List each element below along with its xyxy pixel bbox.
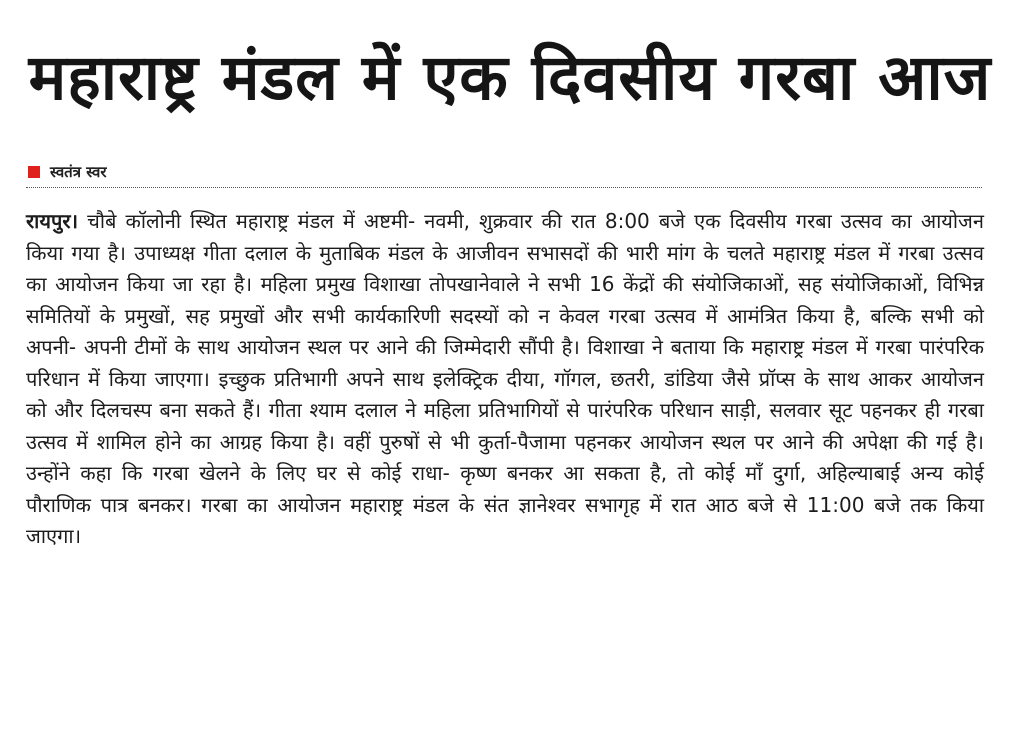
- dotted-divider: [26, 187, 982, 188]
- dateline: रायपुर।: [26, 209, 79, 233]
- article-body-text: चौबे कॉलोनी स्थित महाराष्ट्र मंडल में अष्टमी- नवमी, शुक्रवार की रात 8:00 बजे एक दिवसीय गरबा उत्सव का आयोजन किया गया है। उपाध्यक्ष गीता दलाल के मुताबिक मंडल के आजीवन सभासदों की भारी मांग के चलते महाराष्ट्र मंडल में गरबा उत्सव का आयोजन किया जा रहा है। महिला प्रमुख विशाखा तोपखानेवाले ने सभी 16 केंद्रों की संयोजिकाओं, सह संयोजिकाओं, विभिन्न समितियों के प्रमुखों, सह प्रमुखों और सभी कार्यकारिणी सदस्यों को न केवल गरबा उत्सव में आमंत्रित किया है, बल्कि सभी को अपनी- अपनी टीमों के साथ आयोजन स्थल पर आने की जिम्मेदारी सौंपी है। विशाखा ने बताया कि महाराष्ट्र मंडल में गरबा पारंपरिक परिधान में किया जाएगा। इच्छुक प्रतिभागी अपने साथ इलेक्ट्रिक दीया, गॉगल, छतरी, डांडिया जैसे प्रॉप्स के साथ आकर आयोजन को और दिलचस्प बना सकते हैं। गीता श्याम दलाल ने महिला प्रतिभागियों से पारंपरिक परिधान साड़ी, सलवार सूट पहनकर ही गरबा उत्सव में शामिल होने का आग्रह किया है। वहीं पुरुषों से भी कुर्ता-पैजामा पहनकर आयोजन स्थल पर आने की अपेक्षा की गई है। उन्होंने कहा कि गरबा खेलने के लिए घर से कोई राधा- कृष्ण बनकर आ सकता है, तो कोई माँ दुर्गा, अहिल्याबाई अन्य कोई पौराणिक पात्र बनकर। गरबा का आयोजन महाराष्ट्र मंडल के संत ज्ञानेश्वर सभागृह में रात आठ बजे से 11:00 बजे तक किया जाएगा।: [26, 209, 984, 548]
- byline-marker-icon: [28, 166, 40, 178]
- byline-source: स्वतंत्र स्वर: [50, 163, 107, 181]
- article-body: [26, 206, 984, 553]
- byline: [28, 160, 107, 184]
- headline: महाराष्ट्र मंडल में एक दिवसीय गरबा आज: [28, 41, 992, 114]
